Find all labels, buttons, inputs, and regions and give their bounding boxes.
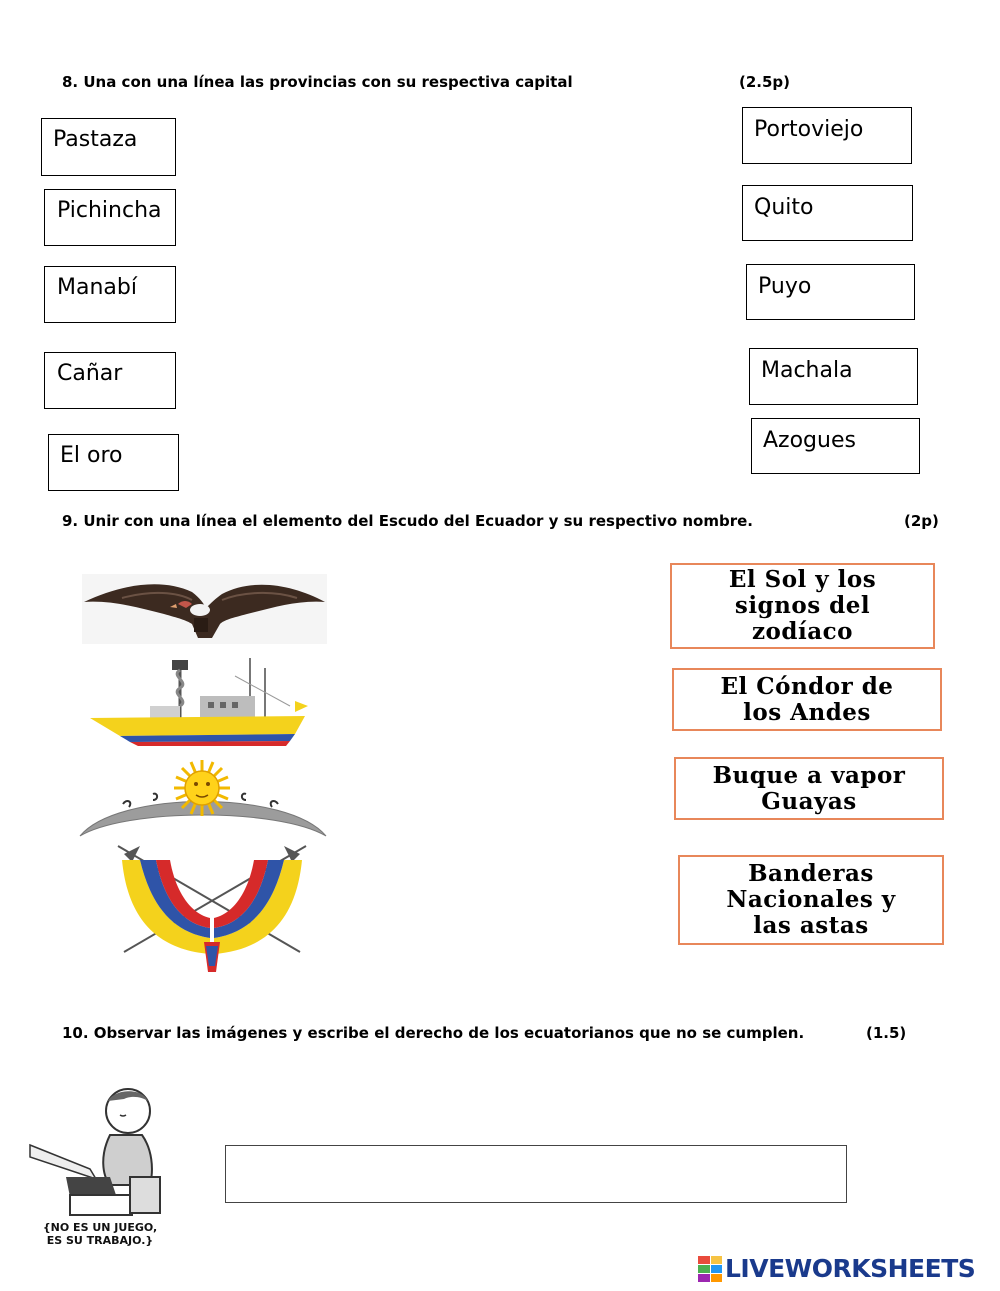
question-10-title: 10. Observar las imágenes y escribe el derecho de los ecuatorianos que no se cumplen. <box>62 1024 805 1042</box>
capital-label: Azogues <box>763 428 856 453</box>
question-10-points: (1.5) <box>866 1024 907 1042</box>
question-9-points: (2p) <box>904 512 939 530</box>
label-text: Banderas Nacionales y las astas <box>726 860 896 939</box>
question-9-title: 9. Unir con una línea el elemento del Escudo del Ecuador y su respectivo nombre. <box>62 512 753 530</box>
brand-name: LIVEWORKSHEETS <box>725 1254 976 1283</box>
province-label: Pichincha <box>57 198 162 223</box>
label-banderas[interactable] <box>678 855 944 945</box>
steamship-icon[interactable] <box>90 656 310 748</box>
label-text: El Sol y los signos del zodíaco <box>728 566 877 645</box>
label-sol-zodiaco[interactable] <box>670 563 935 649</box>
child-labor-illustration <box>30 1085 170 1255</box>
caption-line-1: {NO ES UN JUEGO, <box>42 1221 158 1234</box>
caption-line-2: ES SU TRABAJO.} <box>46 1234 154 1247</box>
capital-label: Machala <box>761 358 853 383</box>
label-buque-vapor[interactable] <box>674 757 944 820</box>
question-8-points: (2.5p) <box>739 73 791 91</box>
province-label: Pastaza <box>53 127 138 152</box>
liveworksheets-logo-icon <box>698 1256 722 1282</box>
province-label: Manabí <box>57 275 137 300</box>
capital-box-quito[interactable] <box>742 185 913 241</box>
capital-label: Puyo <box>758 274 812 299</box>
province-label: Cañar <box>57 361 123 386</box>
label-text: El Cóndor de los Andes <box>720 672 894 726</box>
sun-zodiac-icon[interactable] <box>78 760 328 840</box>
liveworksheets-brand <box>698 1254 975 1283</box>
condor-icon[interactable] <box>82 574 327 644</box>
capital-label: Portoviejo <box>754 117 864 142</box>
flags-icon[interactable] <box>110 842 315 974</box>
province-label: El oro <box>60 443 123 468</box>
label-text: Buque a vapor Guayas <box>712 761 906 815</box>
capital-box-azogues[interactable] <box>751 418 920 474</box>
capital-box-machala[interactable] <box>749 348 918 405</box>
capital-label: Quito <box>754 195 814 220</box>
capital-box-puyo[interactable] <box>746 264 915 320</box>
province-box-pichincha[interactable] <box>44 189 176 246</box>
capital-box-portoviejo[interactable] <box>742 107 912 164</box>
province-box-el-oro[interactable] <box>48 434 179 491</box>
province-box-canar[interactable] <box>44 352 176 409</box>
province-box-manabi[interactable] <box>44 266 176 323</box>
answer-input-box[interactable] <box>225 1145 847 1203</box>
province-box-pastaza[interactable] <box>41 118 176 176</box>
label-condor-andes[interactable] <box>672 668 942 731</box>
question-8-title: 8. Una con una línea las provincias con su respectiva capital <box>62 73 573 91</box>
